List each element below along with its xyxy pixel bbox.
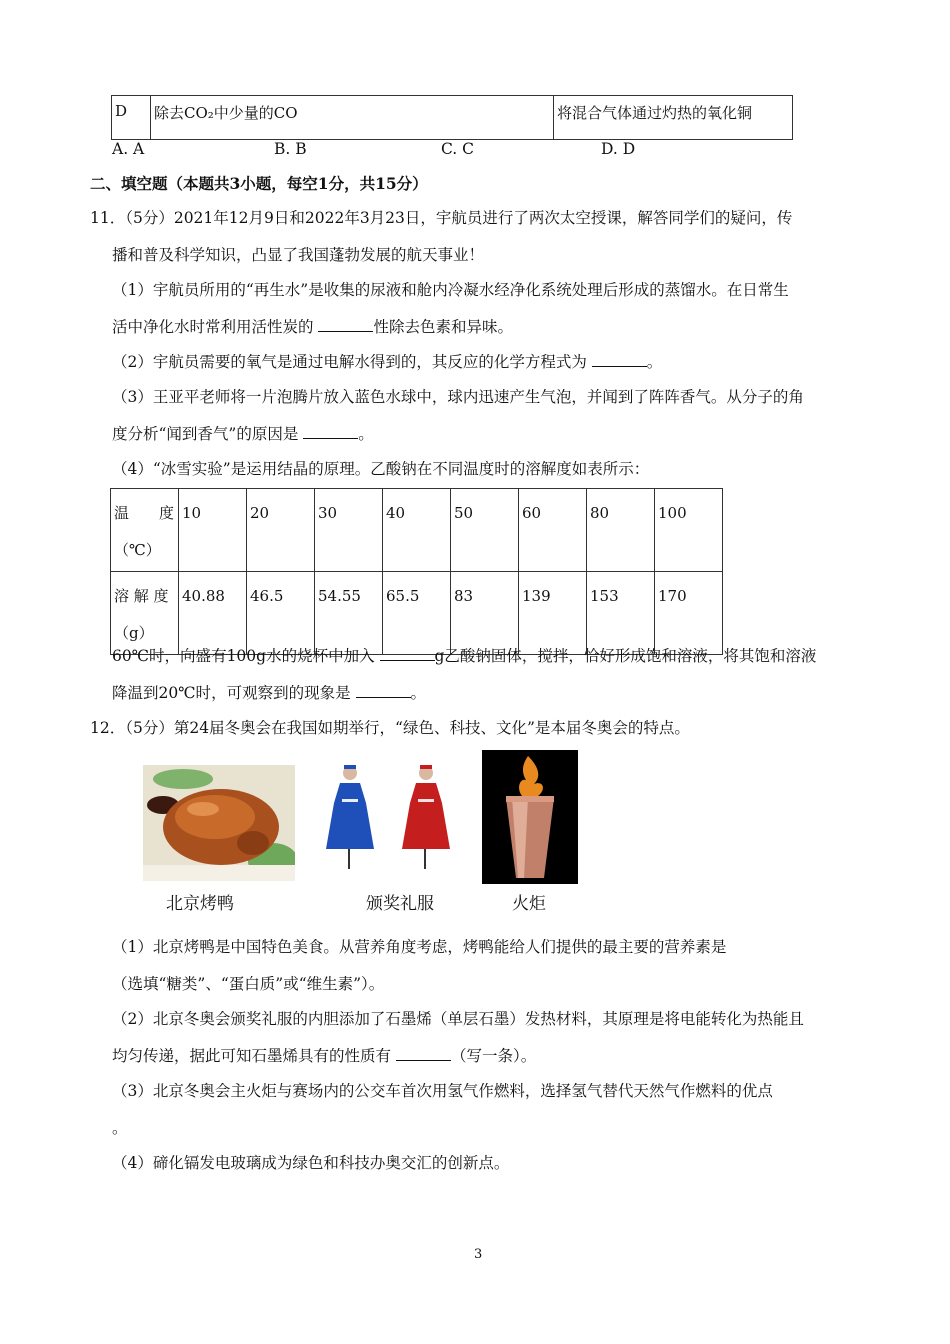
temp-cell: 20 <box>247 489 315 572</box>
q11-part2-text-a: （2）宇航员需要的氧气是通过电解水得到的，其反应的化学方程式为 <box>112 353 592 371</box>
q11-after-text-c: 降温到20℃时，可观察到的现象是 <box>112 684 356 702</box>
temp-cell: 80 <box>587 489 655 572</box>
answer-blank[interactable] <box>396 1046 451 1061</box>
q12-part3-line1: （3）北京冬奥会主火炬与赛场内的公交车首次用氢气作燃料，选择氢气替代天然气作燃料的优点 <box>112 1082 773 1100</box>
answer-blank[interactable] <box>380 646 435 661</box>
page-number: 3 <box>474 1247 483 1262</box>
q12-part2-text-a: 均匀传递，据此可知石墨烯具有的性质有 <box>112 1047 396 1065</box>
solubility-cell: 170 <box>655 572 723 655</box>
temp-cell: 60 <box>519 489 587 572</box>
answer-blank[interactable] <box>303 424 358 439</box>
award-costumes-image <box>318 763 464 885</box>
answer-blank[interactable] <box>592 352 647 367</box>
q11-after-text-a: 60℃时，向盛有100g水的烧杯中加入 <box>112 647 380 665</box>
section-title: 二、填空题（本题共3小题，每空1分，共15分） <box>90 174 428 193</box>
solubility-cell: 83 <box>451 572 519 655</box>
table-row <box>112 96 793 140</box>
temp-cell: 10 <box>179 489 247 572</box>
q11-part1-text-b: 性除去色素和异味。 <box>373 318 513 336</box>
torch-image <box>482 750 578 884</box>
temperature-unit: （℃） <box>114 541 161 559</box>
caption-torch: 火炬 <box>512 894 546 914</box>
solubility-cell: 54.55 <box>315 572 383 655</box>
choice-d: D. D <box>601 140 636 158</box>
q11-part1-line2 <box>112 317 513 337</box>
roast-duck-image <box>143 765 295 881</box>
solubility-label-cell <box>111 572 179 655</box>
solubility-unit: （g） <box>114 624 154 642</box>
choice-b: B. B <box>274 140 307 158</box>
temp-cell: 100 <box>655 489 723 572</box>
q11-part3-text-a: 度分析“闻到香气”的原因是 <box>112 425 304 443</box>
table-row <box>111 489 723 572</box>
q11-part3-text-b: 。 <box>358 425 374 443</box>
temp-cell: 40 <box>383 489 451 572</box>
temp-cell: 30 <box>315 489 383 572</box>
option-task-cell: 除去CO₂中少量的CO <box>151 96 554 140</box>
q12-part1-line2: （选填“糖类”、“蛋白质”或“维生素”）。 <box>112 975 385 993</box>
q12-part4: （4）碲化镉发电玻璃成为绿色和科技办奥交汇的创新点。 <box>112 1154 510 1172</box>
q12-part2-text-b: （写一条）。 <box>450 1047 537 1065</box>
q12-part2-line2 <box>112 1046 536 1066</box>
option-method-cell: 将混合气体通过灼热的氧化铜 <box>554 96 793 140</box>
q11-after-table-line1 <box>112 646 816 666</box>
q11-stem-line2: 播和普及科学知识，凸显了我国蓬勃发展的航天事业！ <box>112 246 485 264</box>
q12-part1-line1: （1）北京烤鸭是中国特色美食。从营养角度考虑，烤鸭能给人们提供的最主要的营养素是 <box>112 938 727 956</box>
q11-stem-line1: 11．（5分）2021年12月9日和2022年3月23日，宇航员进行了两次太空授课，解答同学们的疑问，传 <box>90 209 793 227</box>
solubility-cell: 46.5 <box>247 572 315 655</box>
q11-part3-line2 <box>112 424 374 444</box>
q11-part1-line1: （1）宇航员所用的“再生水”是收集的尿液和舱内冷凝水经净化系统处理后形成的蒸馏水。在日常生 <box>112 281 789 299</box>
temp-cell: 50 <box>451 489 519 572</box>
temperature-label: 温 度 <box>114 504 175 522</box>
answer-blank[interactable] <box>318 317 373 332</box>
solubility-table <box>110 488 723 655</box>
solubility-cell: 65.5 <box>383 572 451 655</box>
q12-part3-line2: 。 <box>112 1119 128 1137</box>
q11-part1-text-a: 活中净化水时常利用活性炭的 <box>112 318 319 336</box>
q11-part4: （4）“冰雪实验”是运用结晶的原理。乙酸钠在不同温度时的溶解度如表所示： <box>112 460 650 478</box>
q11-part3-line1: （3）王亚平老师将一片泡腾片放入蓝色水球中，球内迅速产生气泡，并闻到了阵阵香气。从分子的角 <box>112 388 804 406</box>
choice-c: C. C <box>441 140 475 158</box>
caption-award-costumes: 颁奖礼服 <box>366 894 434 914</box>
answer-blank[interactable] <box>356 683 411 698</box>
q11-after-table-line2 <box>112 683 426 703</box>
temperature-label-cell <box>111 489 179 572</box>
solubility-label: 溶 解 度 <box>114 587 169 605</box>
q11-part2 <box>112 352 662 372</box>
solubility-cell: 139 <box>519 572 587 655</box>
option-letter-cell: D <box>112 96 151 140</box>
q11-part2-text-b: 。 <box>646 353 663 371</box>
q11-after-text-d: 。 <box>410 684 427 702</box>
table-row <box>111 572 723 655</box>
option-table <box>111 95 793 140</box>
caption-roast-duck: 北京烤鸭 <box>166 894 234 914</box>
q12-stem: 12．（5分）第24届冬奥会在我国如期举行，“绿色、科技、文化”是本届冬奥会的特点。 <box>90 719 690 737</box>
q11-after-text-b: g乙酸钠固体，搅拌，恰好形成饱和溶液，将其饱和溶液 <box>434 647 817 665</box>
solubility-cell: 153 <box>587 572 655 655</box>
q12-part2-line1: （2）北京冬奥会颁奖礼服的内胆添加了石墨烯（单层石墨）发热材料，其原理是将电能转化为热能且 <box>112 1010 804 1028</box>
choice-a: A. A <box>112 140 145 158</box>
solubility-cell: 40.88 <box>179 572 247 655</box>
